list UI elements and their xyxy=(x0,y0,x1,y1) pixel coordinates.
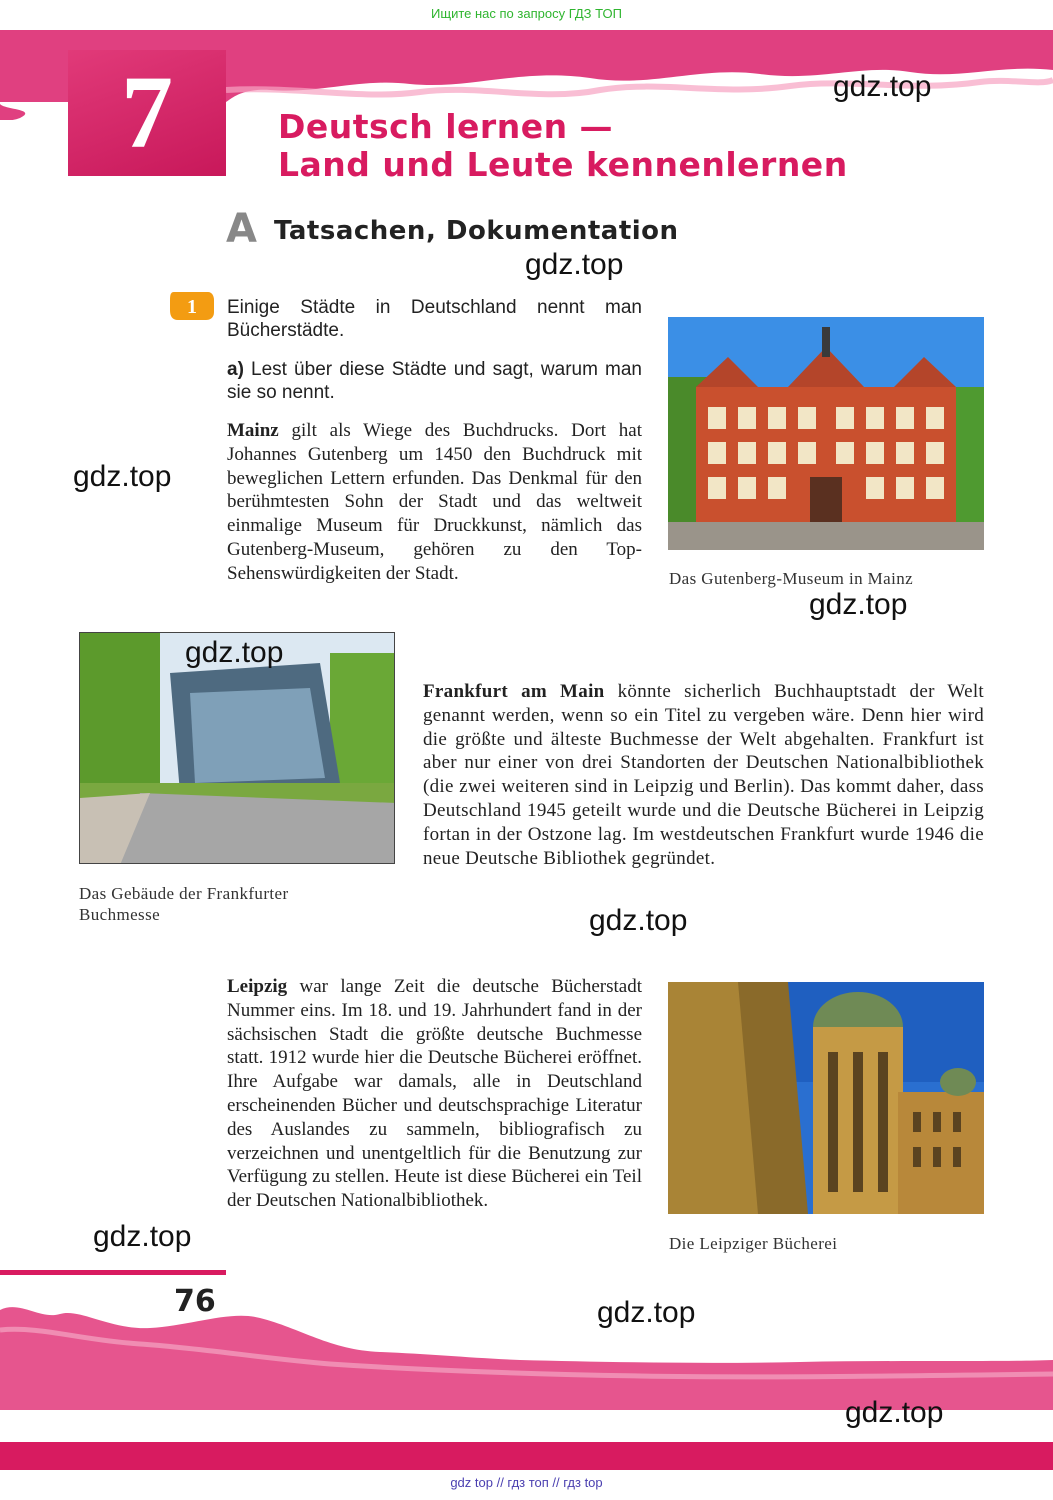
watermark: gdz.top xyxy=(93,1220,192,1253)
footer-bar xyxy=(0,1442,1053,1470)
watermark: gdz.top xyxy=(809,588,908,621)
mainz-text: gilt als Wiege des Buchdrucks. Dort hat Johannes Gutenberg um 1450 den Buchdruck mit beweglichen Lettern erfunden. Das Denkmal für den berühmtesten Sohn der Stadt und das weltweit einmalige Museum für Druckkunst, nämlich das Gutenberg-Museum, gehören zu den Top-Sehenswürdigkeiten der Stadt. xyxy=(227,420,643,584)
frankfurt-paragraph xyxy=(423,680,984,870)
leipzig-name: Leipzig xyxy=(227,976,288,997)
exercise-badge xyxy=(168,290,214,322)
exercise-number: 1 xyxy=(187,296,197,318)
footer-links[interactable]: gdz top // гдз топ // гдз top xyxy=(450,1475,603,1490)
chapter-title xyxy=(278,108,848,184)
watermark: gdz.top xyxy=(73,460,172,493)
page-number: 76 xyxy=(174,1284,216,1319)
mainz-paragraph xyxy=(227,419,642,586)
watermark: gdz.top xyxy=(185,636,284,669)
mainz-caption: Das Gutenberg-Museum in Mainz xyxy=(669,569,914,588)
frankfurt-name: Frankfurt am Main xyxy=(423,681,605,702)
watermark: gdz.top xyxy=(589,904,688,937)
section-title: Tatsachen, Dokumentation xyxy=(274,216,679,246)
watermark: gdz.top xyxy=(525,248,624,281)
watermark: gdz.top xyxy=(597,1296,696,1329)
leipzig-text: war lange Zeit die deutsche Bücherstadt Nummer eins. Im 18. und 19. Jahrhundert fand in der sächsischen Stadt die größte deutsche Buchmesse statt. 1912 wurde hier die Deutsche Bücherei eröffnet. Ihre Aufgabe war damals, alle in Deutschland erscheinenden Bücher und deutschsprachige Literatur des Auslandes zu sammeln, bibliografisch zu verzeichnen und unentgeltlich für die Benutzung zur Verfügung zu stellen. Heute ist diese Bücherei ein Teil der Deutschen Nationalbibliothek. xyxy=(227,976,642,1212)
chapter-number: 7 xyxy=(68,50,226,176)
frankfurt-caption: Das Gebäude der Frankfurter Buchmesse xyxy=(79,884,289,924)
watermark: gdz.top xyxy=(833,70,932,103)
task-label: a) xyxy=(227,359,244,380)
gutenberg-museum-photo xyxy=(668,317,984,550)
watermark: gdz.top xyxy=(845,1396,944,1429)
leipzig-paragraph xyxy=(227,975,642,1213)
leipzig-caption: Die Leipziger Bücherei xyxy=(669,1234,838,1253)
exercise-task xyxy=(227,358,642,404)
leipzig-library-photo xyxy=(668,982,984,1214)
frankfurt-text: könnte sicherlich Buchhauptstadt der Welt genannt werden, wenn so ein Titel zu vergeben wäre. Denn hier wird die größte und älteste Buchmesse der Welt abgehalten. Frankfurt ist aber nur einer von drei Standorten der Deutschen Nationalbibliothek (die zwei weiteren sind in Leipzig und Berlin). Das kommt daher, dass Deutschland 1945 geteilt wurde und die Deutsche Bücherei in Leipzig fortan in der Ostzone lag. Im westdeutschen Frankfurt wurde 1946 die neue Deutsche Bibliothek gegründet. xyxy=(423,681,984,869)
exercise-intro: Einige Städte in Deutschland nennt man Bücherstädte. xyxy=(227,297,642,341)
mainz-name: Mainz xyxy=(227,420,279,441)
section-letter: A xyxy=(226,206,257,252)
bottom-decorative-band xyxy=(0,1270,1053,1410)
chapter-title-line1: Deutsch lernen — xyxy=(278,107,614,146)
chapter-title-line2: Land und Leute kennenlernen xyxy=(278,145,848,184)
task-text: Lest über diese Städte und sagt, warum man sie so nennt. xyxy=(227,359,643,403)
search-hint: Ищите нас по запросу ГДЗ ТОП xyxy=(431,6,622,21)
badge-shape-icon xyxy=(168,290,214,322)
